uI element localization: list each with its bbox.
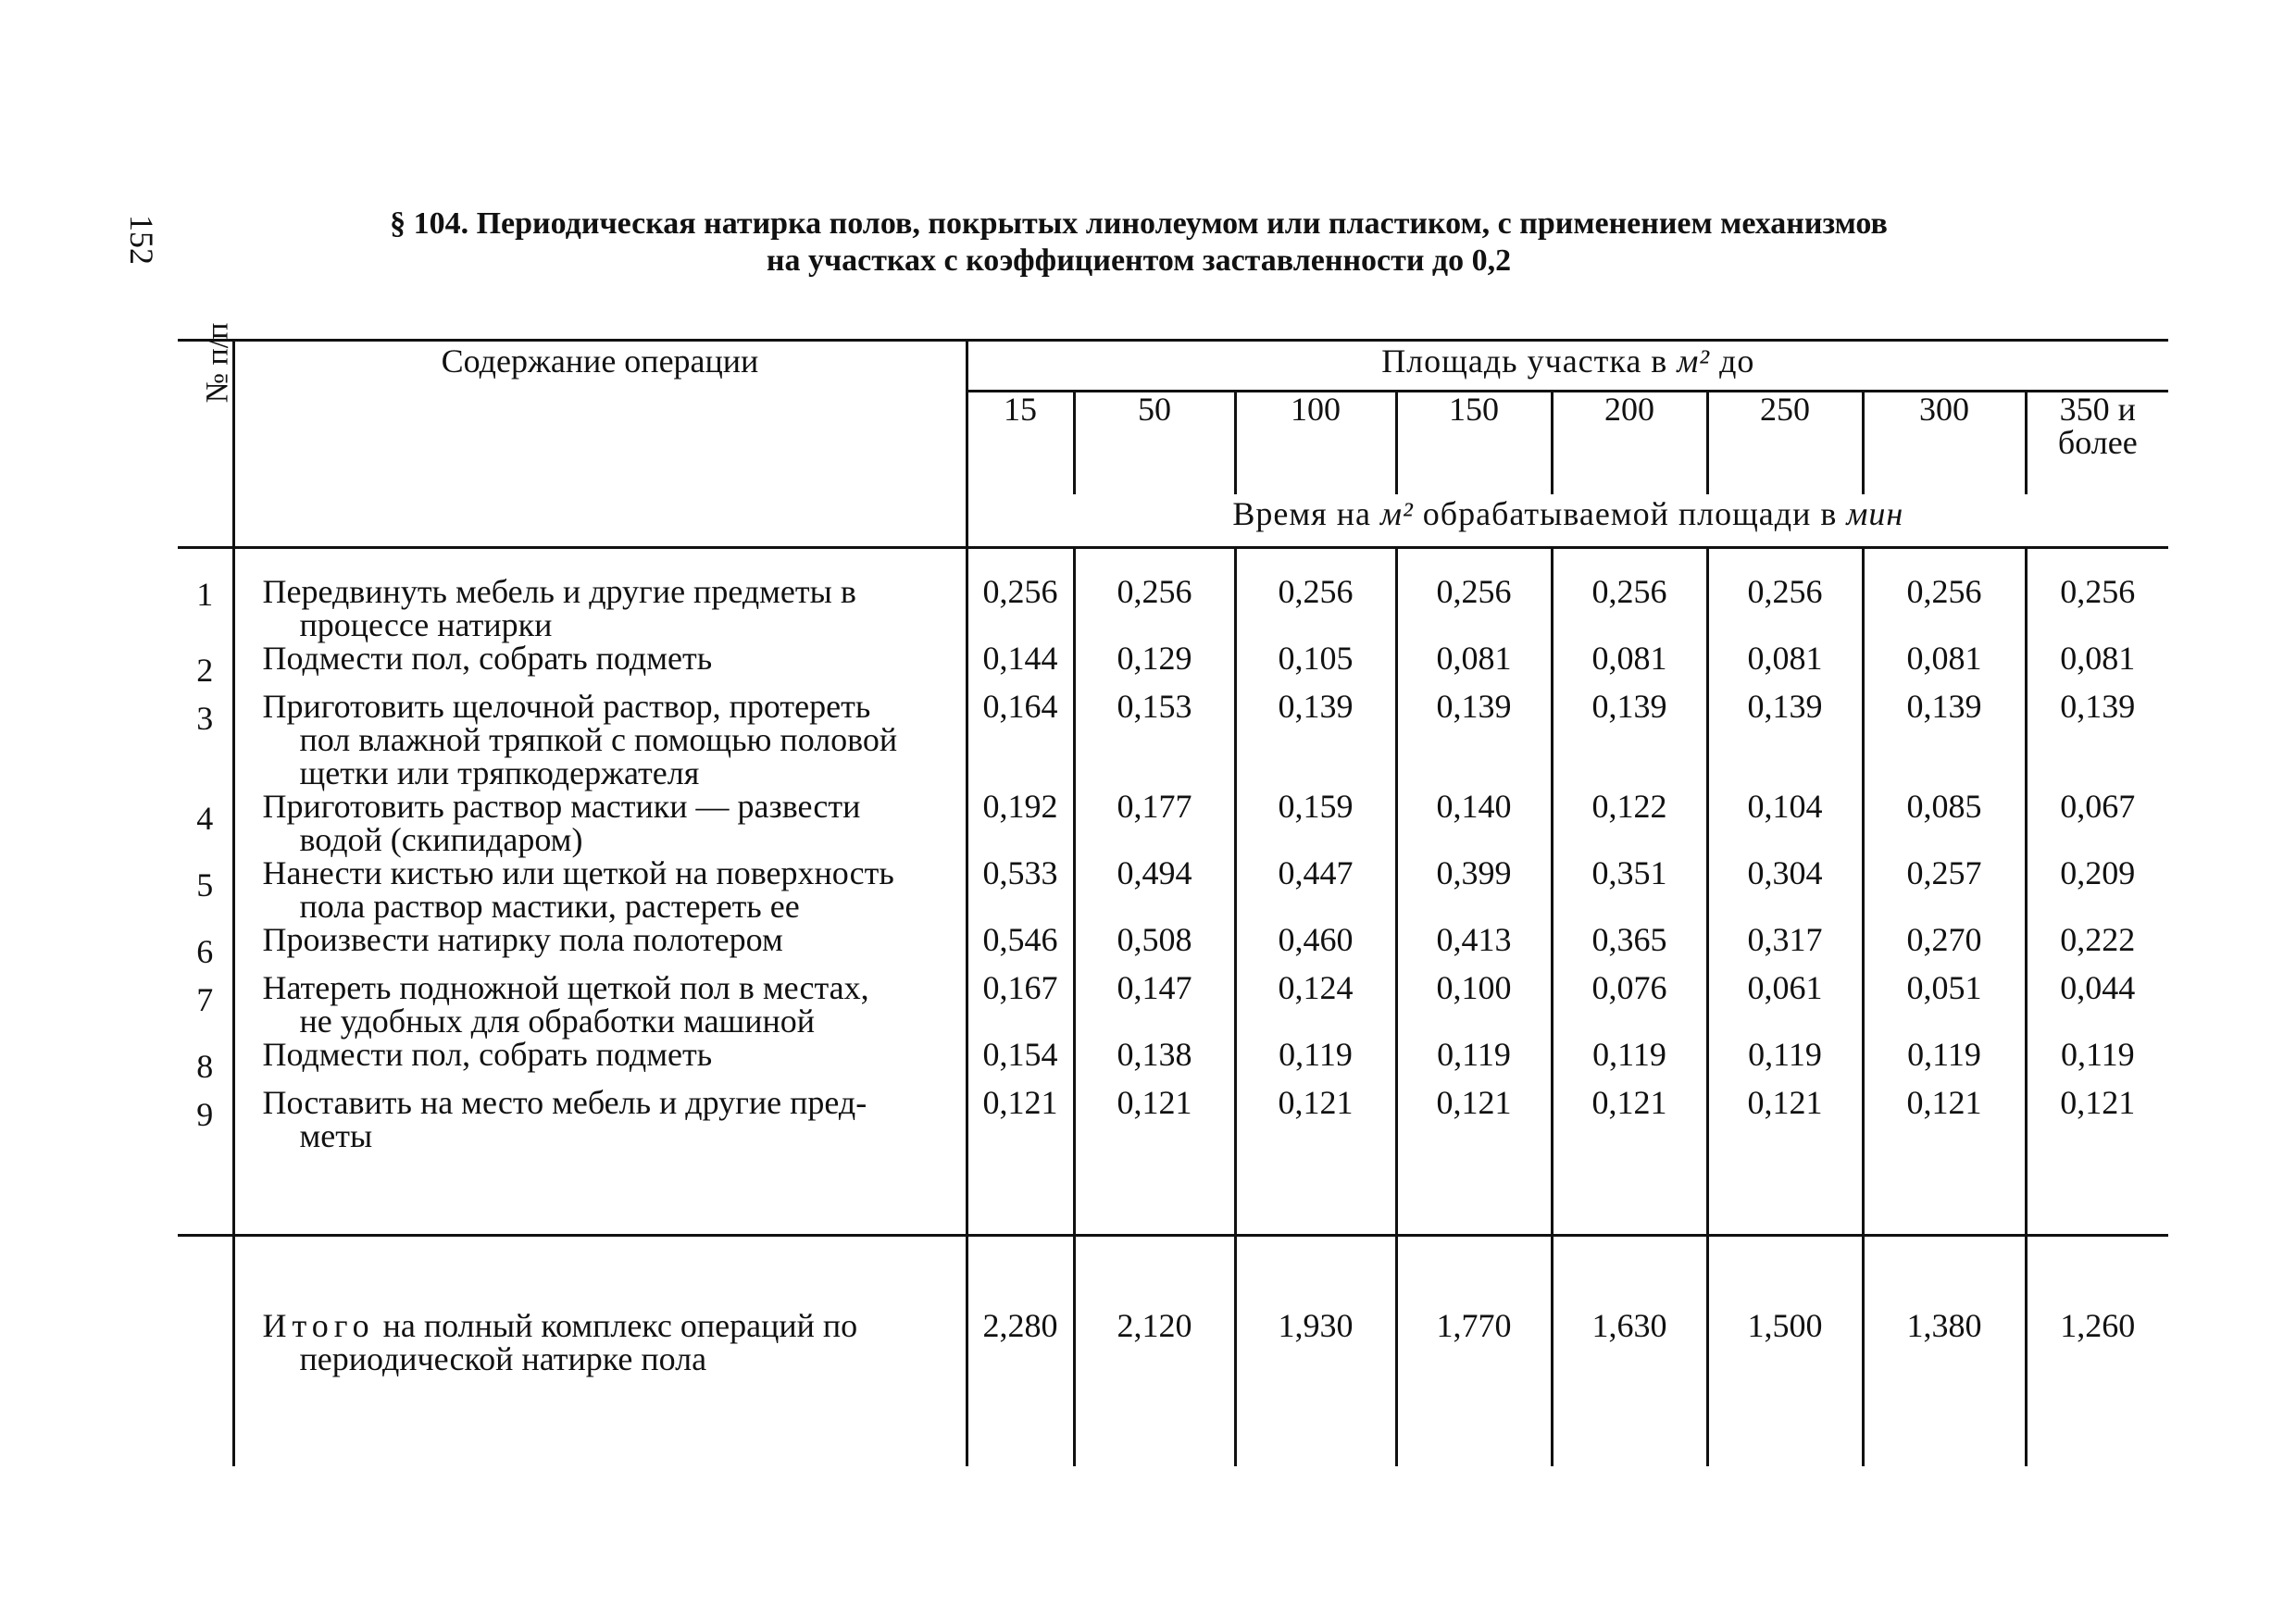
row-number: 4 bbox=[196, 800, 214, 837]
value-cell: 0,081 bbox=[1863, 641, 2026, 690]
total-value: 1,630 bbox=[1552, 1259, 1707, 1466]
value-cell: 0,447 bbox=[1235, 856, 1396, 923]
value-cell: 0,081 bbox=[1552, 641, 1707, 690]
value-cell: 0,119 bbox=[1552, 1038, 1707, 1086]
value-cell: 0,147 bbox=[1074, 971, 1235, 1038]
row-number: 2 bbox=[196, 652, 214, 689]
value-cell: 0,139 bbox=[2026, 690, 2168, 790]
operation-text: Приготовить щелочной раствор, протереть пол влажной тряпкой с помощью половой щетки или тряпкодержателя bbox=[233, 690, 967, 790]
value-cell: 0,159 bbox=[1235, 790, 1396, 856]
table-gap bbox=[178, 1236, 2168, 1260]
value-cell: 0,081 bbox=[1707, 641, 1863, 690]
value-cell: 0,139 bbox=[1235, 690, 1396, 790]
value-cell: 0,139 bbox=[1707, 690, 1863, 790]
table-row bbox=[178, 548, 2168, 642]
row-number: 6 bbox=[196, 933, 214, 970]
value-cell: 0,533 bbox=[967, 856, 1074, 923]
total-label: Итого на полный комплекс операций по периодической натирке пола bbox=[233, 1259, 967, 1466]
value-cell: 0,167 bbox=[967, 971, 1074, 1038]
value-cell: 0,121 bbox=[1235, 1086, 1396, 1152]
value-cell: 0,044 bbox=[2026, 971, 2168, 1038]
value-cell: 0,270 bbox=[1863, 923, 2026, 971]
value-cell: 0,104 bbox=[1707, 790, 1863, 856]
value-cell: 0,121 bbox=[1863, 1086, 2026, 1152]
value-cell: 0,256 bbox=[1707, 548, 1863, 642]
operation-text: Подмести пол, собрать подметь bbox=[233, 1038, 967, 1086]
value-cell: 0,508 bbox=[1074, 923, 1235, 971]
value-cell: 0,124 bbox=[1235, 971, 1396, 1038]
value-cell: 0,164 bbox=[967, 690, 1074, 790]
total-value: 1,770 bbox=[1396, 1259, 1552, 1466]
total-value: 1,930 bbox=[1235, 1259, 1396, 1466]
value-cell: 0,256 bbox=[967, 548, 1074, 642]
value-cell: 0,076 bbox=[1552, 971, 1707, 1038]
value-cell: 0,209 bbox=[2026, 856, 2168, 923]
value-cell: 0,256 bbox=[1235, 548, 1396, 642]
value-cell: 0,121 bbox=[1707, 1086, 1863, 1152]
section-title bbox=[278, 205, 2000, 280]
value-cell: 0,139 bbox=[1863, 690, 2026, 790]
operation-text: Поставить на место мебель и другие пред- меты bbox=[233, 1086, 967, 1152]
header-area: Площадь участка в м² до bbox=[967, 341, 2168, 392]
row-number: 1 bbox=[196, 576, 214, 613]
header-time: Время на м² обрабатываемой площади в мин bbox=[967, 494, 2168, 548]
value-cell: 0,081 bbox=[1396, 641, 1552, 690]
value-cell: 0,105 bbox=[1235, 641, 1396, 690]
row-number: 3 bbox=[196, 700, 214, 737]
operation-text: Приготовить раствор мастики — развести водой (скипидаром) bbox=[233, 790, 967, 856]
table-row bbox=[178, 856, 2168, 923]
value-cell: 0,222 bbox=[2026, 923, 2168, 971]
header-area-col: 250 bbox=[1707, 392, 1863, 495]
header-area-col: 200 bbox=[1552, 392, 1707, 495]
row-number: 8 bbox=[196, 1048, 214, 1085]
value-cell: 0,121 bbox=[967, 1086, 1074, 1152]
row-number: 7 bbox=[196, 981, 214, 1018]
value-cell: 0,494 bbox=[1074, 856, 1235, 923]
operation-text: Произвести натирку пола полотером bbox=[233, 923, 967, 971]
value-cell: 0,139 bbox=[1396, 690, 1552, 790]
value-cell: 0,138 bbox=[1074, 1038, 1235, 1086]
value-cell: 0,257 bbox=[1863, 856, 2026, 923]
value-cell: 0,119 bbox=[1235, 1038, 1396, 1086]
value-cell: 0,067 bbox=[2026, 790, 2168, 856]
value-cell: 0,119 bbox=[1863, 1038, 2026, 1086]
operation-text: Натереть подножной щеткой пол в местах, не удобных для обработки машиной bbox=[233, 971, 967, 1038]
header-operation: Содержание операции bbox=[233, 341, 967, 548]
value-cell: 0,413 bbox=[1396, 923, 1552, 971]
value-cell: 0,051 bbox=[1863, 971, 2026, 1038]
total-value: 2,120 bbox=[1074, 1259, 1235, 1466]
value-cell: 0,085 bbox=[1863, 790, 2026, 856]
value-cell: 0,460 bbox=[1235, 923, 1396, 971]
value-cell: 0,081 bbox=[2026, 641, 2168, 690]
table-row bbox=[178, 971, 2168, 1038]
value-cell: 0,121 bbox=[1552, 1086, 1707, 1152]
header-area-col: 50 bbox=[1074, 392, 1235, 495]
value-cell: 0,121 bbox=[1396, 1086, 1552, 1152]
table-spacer bbox=[178, 1152, 2168, 1236]
table-row bbox=[178, 923, 2168, 971]
value-cell: 0,546 bbox=[967, 923, 1074, 971]
header-area-col: 15 bbox=[967, 392, 1074, 495]
row-number: 5 bbox=[196, 866, 214, 903]
value-cell: 0,365 bbox=[1552, 923, 1707, 971]
total-row bbox=[178, 1259, 2168, 1466]
operation-text: Передвинуть мебель и другие предметы в процессе натирки bbox=[233, 548, 967, 642]
header-area-col: 150 bbox=[1396, 392, 1552, 495]
header-num: № п/п bbox=[178, 341, 233, 548]
total-value: 1,260 bbox=[2026, 1259, 2168, 1466]
value-cell: 0,256 bbox=[1552, 548, 1707, 642]
value-cell: 0,061 bbox=[1707, 971, 1863, 1038]
value-cell: 0,122 bbox=[1552, 790, 1707, 856]
value-cell: 0,119 bbox=[1396, 1038, 1552, 1086]
value-cell: 0,119 bbox=[1707, 1038, 1863, 1086]
value-cell: 0,177 bbox=[1074, 790, 1235, 856]
value-cell: 0,121 bbox=[2026, 1086, 2168, 1152]
value-cell: 0,304 bbox=[1707, 856, 1863, 923]
value-cell: 0,192 bbox=[967, 790, 1074, 856]
value-cell: 0,140 bbox=[1396, 790, 1552, 856]
value-cell: 0,256 bbox=[1863, 548, 2026, 642]
value-cell: 0,256 bbox=[2026, 548, 2168, 642]
page-number: 152 bbox=[123, 215, 160, 265]
value-cell: 0,399 bbox=[1396, 856, 1552, 923]
total-value: 1,500 bbox=[1707, 1259, 1863, 1466]
total-value: 2,280 bbox=[967, 1259, 1074, 1466]
value-cell: 0,256 bbox=[1074, 548, 1235, 642]
value-cell: 0,139 bbox=[1552, 690, 1707, 790]
table-row bbox=[178, 1086, 2168, 1152]
table-row bbox=[178, 641, 2168, 690]
header-area-col: 100 bbox=[1235, 392, 1396, 495]
value-cell: 0,153 bbox=[1074, 690, 1235, 790]
operation-text: Подмести пол, собрать подметь bbox=[233, 641, 967, 690]
value-cell: 0,317 bbox=[1707, 923, 1863, 971]
value-cell: 0,119 bbox=[2026, 1038, 2168, 1086]
value-cell: 0,256 bbox=[1396, 548, 1552, 642]
header-area-col: 300 bbox=[1863, 392, 2026, 495]
value-cell: 0,144 bbox=[967, 641, 1074, 690]
table-row bbox=[178, 790, 2168, 856]
value-cell: 0,154 bbox=[967, 1038, 1074, 1086]
value-cell: 0,351 bbox=[1552, 856, 1707, 923]
section-title-line-1: § 104. Периодическая натирка полов, покрытых линолеумом или пластиком, с применением механизмов bbox=[390, 206, 1888, 241]
row-number: 9 bbox=[196, 1096, 214, 1133]
header-area-col: 350 и более bbox=[2026, 392, 2168, 495]
operation-text: Нанести кистью или щеткой на поверхность пола раствор мастики, растереть ее bbox=[233, 856, 967, 923]
table-row bbox=[178, 690, 2168, 790]
norms-table bbox=[178, 322, 2168, 1466]
value-cell: 0,129 bbox=[1074, 641, 1235, 690]
value-cell: 0,100 bbox=[1396, 971, 1552, 1038]
total-value: 1,380 bbox=[1863, 1259, 2026, 1466]
section-title-line-2: на участках с коэффициентом заставленности до 0,2 bbox=[766, 243, 1512, 278]
value-cell: 0,121 bbox=[1074, 1086, 1235, 1152]
table-row bbox=[178, 1038, 2168, 1086]
